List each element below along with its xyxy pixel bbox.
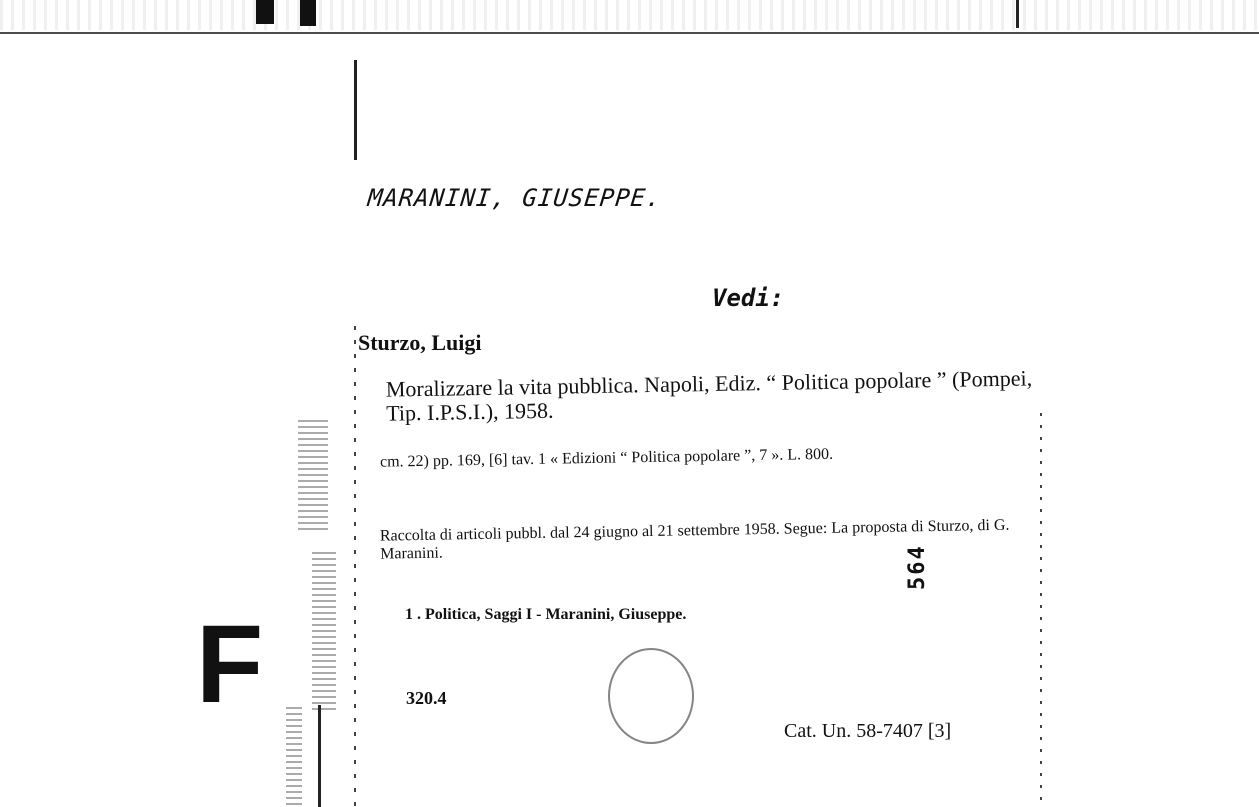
subject-heading: MARANINI, GIUSEPPE. xyxy=(366,184,664,212)
scan-noise-column xyxy=(298,420,328,530)
scan-noise-column xyxy=(312,550,336,710)
scan-top-strip xyxy=(0,0,1259,30)
catalog-card xyxy=(350,310,1050,807)
card-tracings: 1 . Politica, Saggi I - Maranini, Giuseppe. xyxy=(405,606,687,623)
scan-noise-column xyxy=(286,705,302,805)
card-stamp-number: 564 xyxy=(905,544,930,590)
card-classification: 320.4 xyxy=(406,688,447,708)
card-author: Sturzo, Luigi xyxy=(358,330,482,355)
circle-stamp xyxy=(608,648,694,744)
left-margin-line xyxy=(318,705,321,807)
card-left-edge xyxy=(354,316,356,806)
left-bracket-line xyxy=(354,60,357,160)
card-catalog-number: Cat. Un. 58-7407 [3] xyxy=(784,720,952,742)
top-binding-mark xyxy=(256,0,274,24)
top-binding-mark-2 xyxy=(300,0,316,26)
top-right-divider xyxy=(1016,0,1019,28)
see-reference: Vedi: xyxy=(712,284,785,312)
card-collation: cm. 22) pp. 169, [6] tav. 1 « Edizioni “ Politica popolare ”, 7 ». L. 800. xyxy=(379,445,834,471)
side-letter: F xyxy=(196,603,264,726)
card-right-edge xyxy=(1040,410,1042,800)
card-top-border xyxy=(0,32,1259,34)
card-title: Moralizzare la vita pubblica. Napoli, Ediz. “ Politica popolare ” (Pompei, Tip. I.P.S.I.), 1958. xyxy=(385,365,1033,426)
card-note: Raccolta di articoli pubbl. dal 24 giugno al 21 settembre 1958. Segue: La proposta di Sturzo, di G. Maranini. xyxy=(379,516,1010,563)
